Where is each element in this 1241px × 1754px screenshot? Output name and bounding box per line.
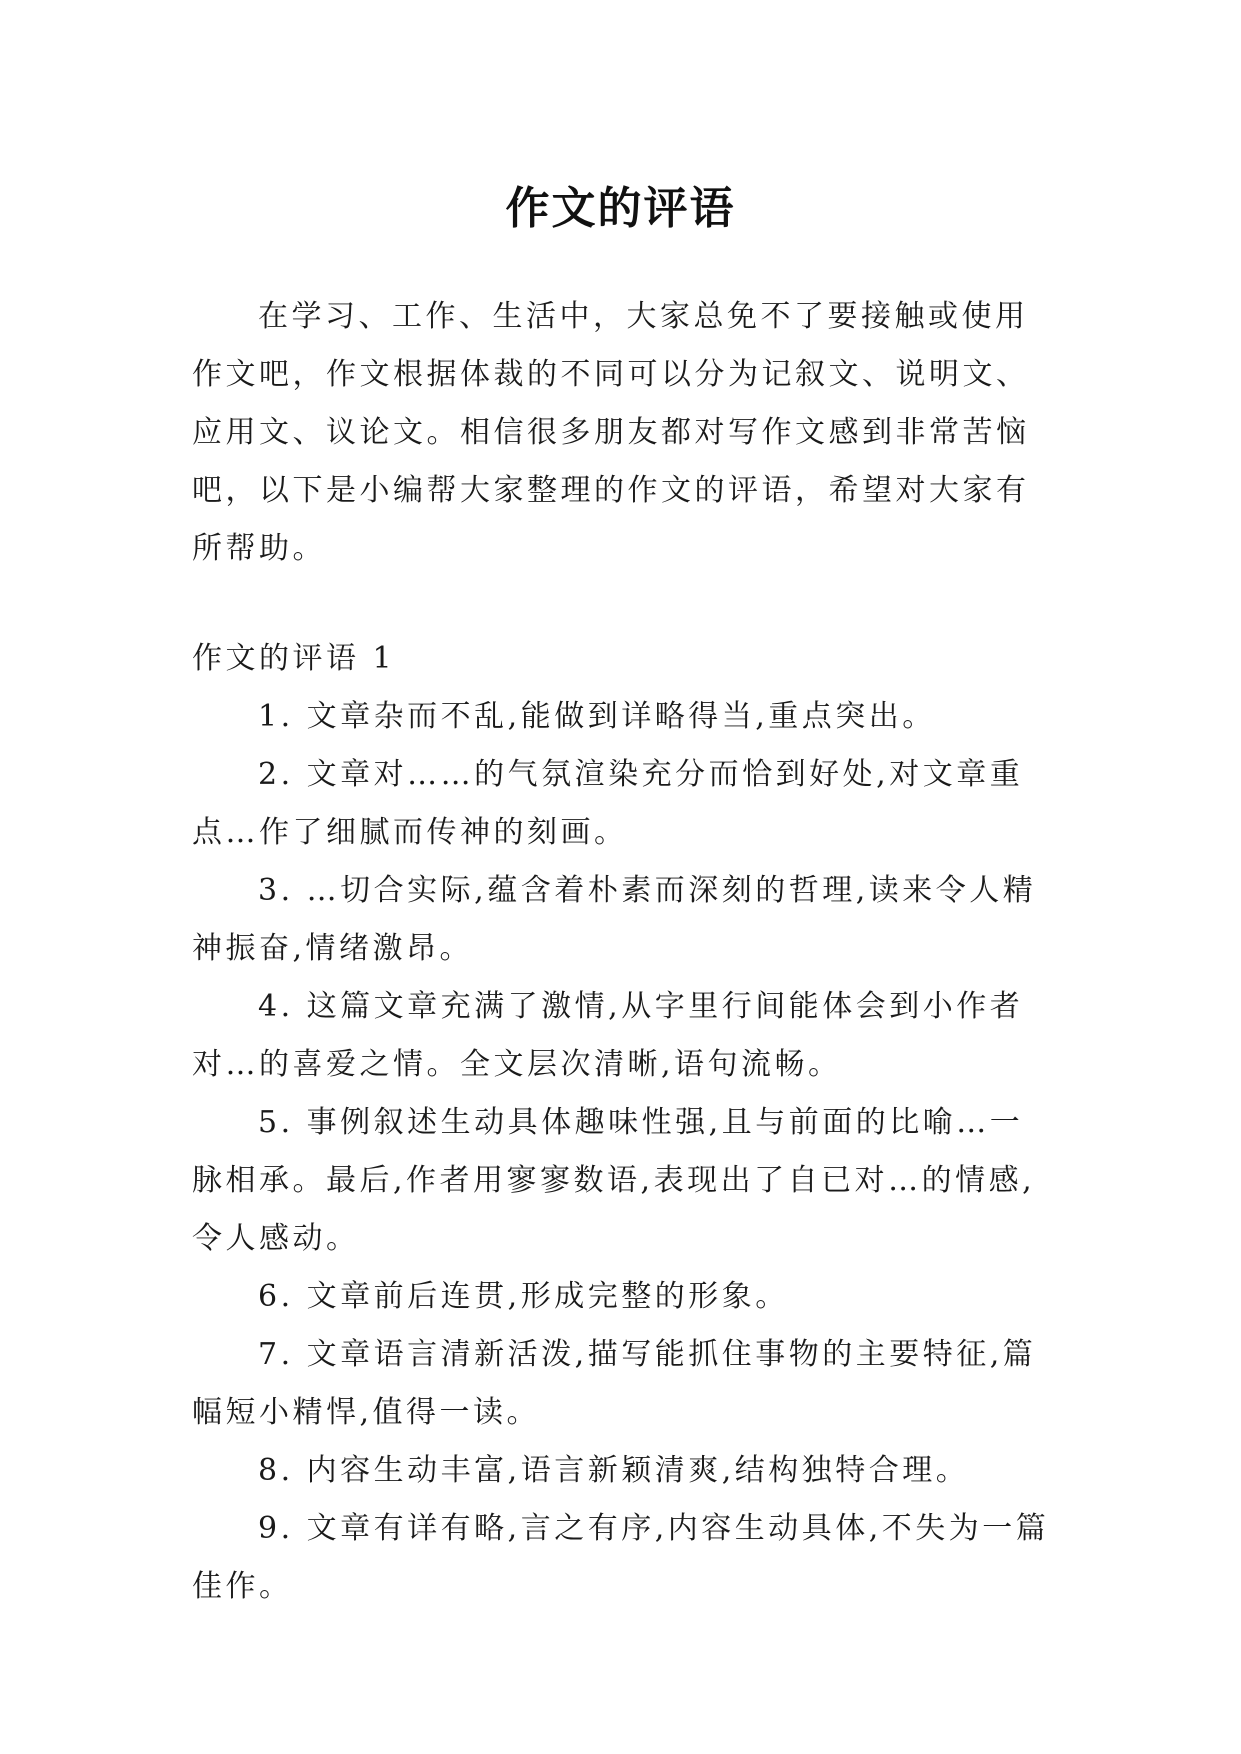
- comment-item-2: 2. 文章对……的气氛渲染充分而恰到好处,对文章重点…作了细腻而传神的刻画。: [192, 757, 1024, 850]
- section-heading: 作文的评语 1: [192, 641, 396, 676]
- document-body: [192, 288, 1050, 1616]
- comment-item-9: 9. 文章有详有略,言之有序,内容生动具体,不失为一篇佳作。: [192, 1511, 1050, 1604]
- comment-item-3: 3. …切合实际,蕴含着朴素而深刻的哲理,读来令人精神振奋,情绪激昂。: [192, 873, 1037, 966]
- comment-item-7: 7. 文章语言清新活泼,描写能抓住事物的主要特征,篇幅短小精悍,值得一读。: [192, 1337, 1037, 1430]
- comment-item-6: 6. 文章前后连贯,形成完整的形象。: [258, 1279, 789, 1314]
- comment-item-4: 4. 这篇文章充满了激情,从字里行间能体会到小作者对…的喜爱之情。全文层次清晰,语句流畅。: [192, 989, 1024, 1082]
- document-title: 作文的评语: [505, 183, 736, 235]
- intro-paragraph: 在学习、工作、生活中，大家总免不了要接触或使用作文吧，作文根据体裁的不同可以分为记叙文、说明文、应用文、议论文。相信很多朋友都对写作文感到非常苦恼吧，以下是小编帮大家整理的作文的评语，希望对大家有所帮助。: [192, 299, 1030, 566]
- comment-item-1: 1. 文章杂而不乱,能做到详略得当,重点突出。: [258, 699, 936, 734]
- comment-item-8: 8. 内容生动丰富,语言新颖清爽,结构独特合理。: [258, 1453, 970, 1488]
- comment-item-5: 5. 事例叙述生动具体趣味性强,且与前面的比喻…一脉相承。最后,作者用寥寥数语,表现出了自已对…的情感,令人感动。: [192, 1105, 1036, 1256]
- comment-list: [192, 688, 1050, 1616]
